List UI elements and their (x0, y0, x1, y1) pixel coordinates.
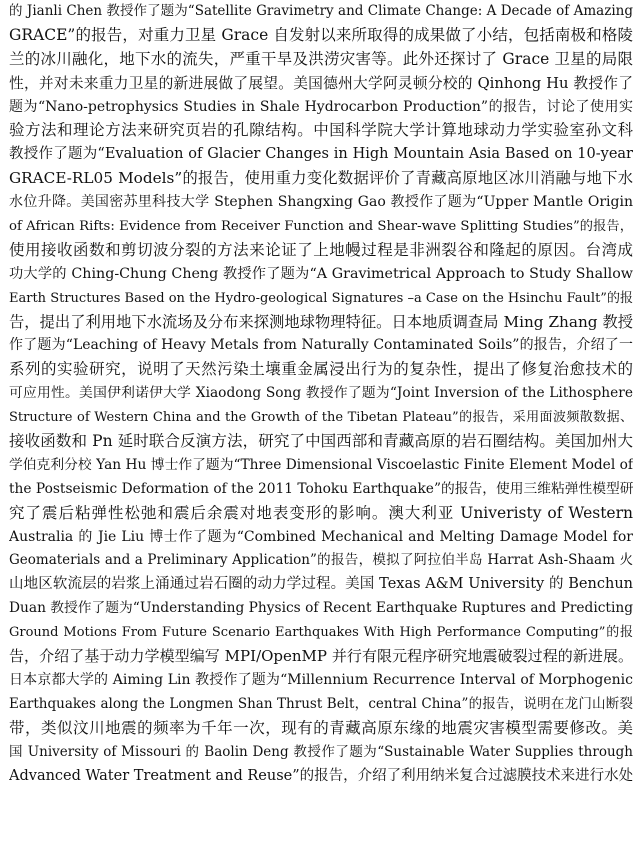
text-line-9: 水位升降。美国密苏里科技大学 Stephen Shangxing Gao 教授作了题为“Upper Mantle Origin (9, 194, 633, 211)
text-line-21: the Postseismic Deformation of the 2011 Tohoku Earthquake”的报告，使用三维粘弹性模型研 (9, 480, 633, 497)
text-line-31: 带，类似汶川地震的频率为千年一次，现有的青藏高原东缘的地震灾害模型需要修改。美 (9, 718, 633, 737)
text-line-13: Earth Structures Based on the Hydro-geological Signatures –a Case on the Hsinchu Fault”的报 (9, 290, 633, 306)
text-line-24: Geomaterials and a Preliminary Application”的报告，模拟了阿拉伯半岛 Harrat Ash-Shaam 火 (9, 552, 633, 569)
text-line-14: 告，提出了利用地下水流场及分布来探测地球物理特征。日本地质调查局 Ming Zhang 教授 (9, 312, 633, 331)
text-line-20: 学伯克利分校 Yan Hu 博士作了题为“Three Dimensional Viscoelastic Finite Element Model of (9, 456, 633, 473)
text-line-32: 国 University of Missouri 的 Baolin Deng 教授作了题为“Sustainable Water Supplies through (9, 743, 633, 760)
report-paragraph (9, 0, 633, 788)
text-line-2: GRACE”的报告，对重力卫星 Grace 自发射以来所取得的成果做了小结，包括南极和格陵 (9, 25, 633, 44)
text-line-11: 使用接收函数和剪切波分裂的方法来论证了上地幔过程是非洲裂谷和隆起的原因。台湾成 (9, 240, 633, 259)
text-line-23: Australia 的 Jie Liu 博士作了题为“Combined Mechanical and Melting Damage Model for (9, 528, 633, 545)
text-line-26: Duan 教授作了题为“Understanding Physics of Recent Earthquake Ruptures and Predicting (9, 600, 633, 617)
text-line-6: 验方法和理论方法来研究页岩的孔隙结构。中国科学院大学计算地球动力学实验室孙文科 (9, 121, 633, 140)
text-line-28: 告，介绍了基于动力学模型编写 MPI/OpenMP 并行有限元程序研究地震破裂过程的新进展。 (9, 647, 633, 666)
text-line-4: 性，并对未来重力卫星的新进展做了展望。美国德州大学阿灵顿分校的 Qinhong Hu 教授作了 (9, 74, 633, 92)
text-line-18: Structure of Western China and the Growth of the Tibetan Plateau”的报告，采用面波频散数据、 (9, 410, 633, 426)
text-line-22: 究了震后粘弹性松弛和震后余震对地表变形的影响。澳大利亚 Univeristy of Western (9, 503, 633, 522)
text-line-19: 接收函数和 Pn 延时联合反演方法，研究了中国西部和青藏高原的岩石圈结构。美国加州大 (9, 432, 633, 451)
text-line-8: GRACE-RL05 Models”的报告，使用重力变化数据评价了青藏高原地区冰川消融与地下水 (9, 169, 633, 188)
text-line-25: 山地区软流层的岩浆上涌通过岩石圈的动力学过程。美国 Texas A&M University 的 Benchun (9, 576, 633, 593)
text-line-27: Ground Motions From Future Scenario Earthquakes With High Performance Computing”的报 (9, 625, 633, 641)
text-line-16: 系列的实验研究，说明了天然污染土壤重金属浸出行为的复杂性，提出了修复治愈技术的 (9, 360, 633, 379)
text-line-33: Advanced Water Treatment and Reuse”的报告，介绍了利用纳米复合过滤膜技术来进行水处 (9, 767, 633, 784)
text-line-3: 兰的冰川融化，地下水的流失，严重干旱及洪涝灾害等。此外还探讨了 Grace 卫星的局限 (9, 49, 633, 68)
text-line-29: 日本京都大学的 Aiming Lin 教授作了题为“Millennium Recurrence Interval of Morphogenic (9, 671, 633, 688)
text-line-10: of African Rifts: Evidence from Receiver Function and Shear-wave Splitting Studies”的报告， (9, 219, 633, 235)
text-line-12: 功大学的 Ching-Chung Cheng 教授作了题为“A Gravimetrical Approach to Study Shallow (9, 265, 633, 282)
text-line-1: 的 Jianli Chen 教授作了题为“Satellite Gravimetry and Climate Change: A Decade of Amazing (9, 3, 633, 19)
text-line-30: Earthquakes along the Longmen Shan Thrust Belt，central China”的报告，说明在龙门山断裂 (9, 695, 633, 712)
text-line-7: 教授作了题为“Evaluation of Glacier Changes in High Mountain Asia Based on 10-year (9, 146, 633, 163)
text-line-15: 作了题为“Leaching of Heavy Metals from Naturally Contaminated Soils”的报告，介绍了一 (9, 337, 633, 354)
text-line-17: 可应用性。美国伊利诺伊大学 Xiaodong Song 教授作了题为“Joint Inversion of the Lithosphere (9, 385, 633, 402)
text-line-5: 题为“Nano-petrophysics Studies in Shale Hydrocarbon Production”的报告，讨论了使用实 (9, 98, 633, 115)
